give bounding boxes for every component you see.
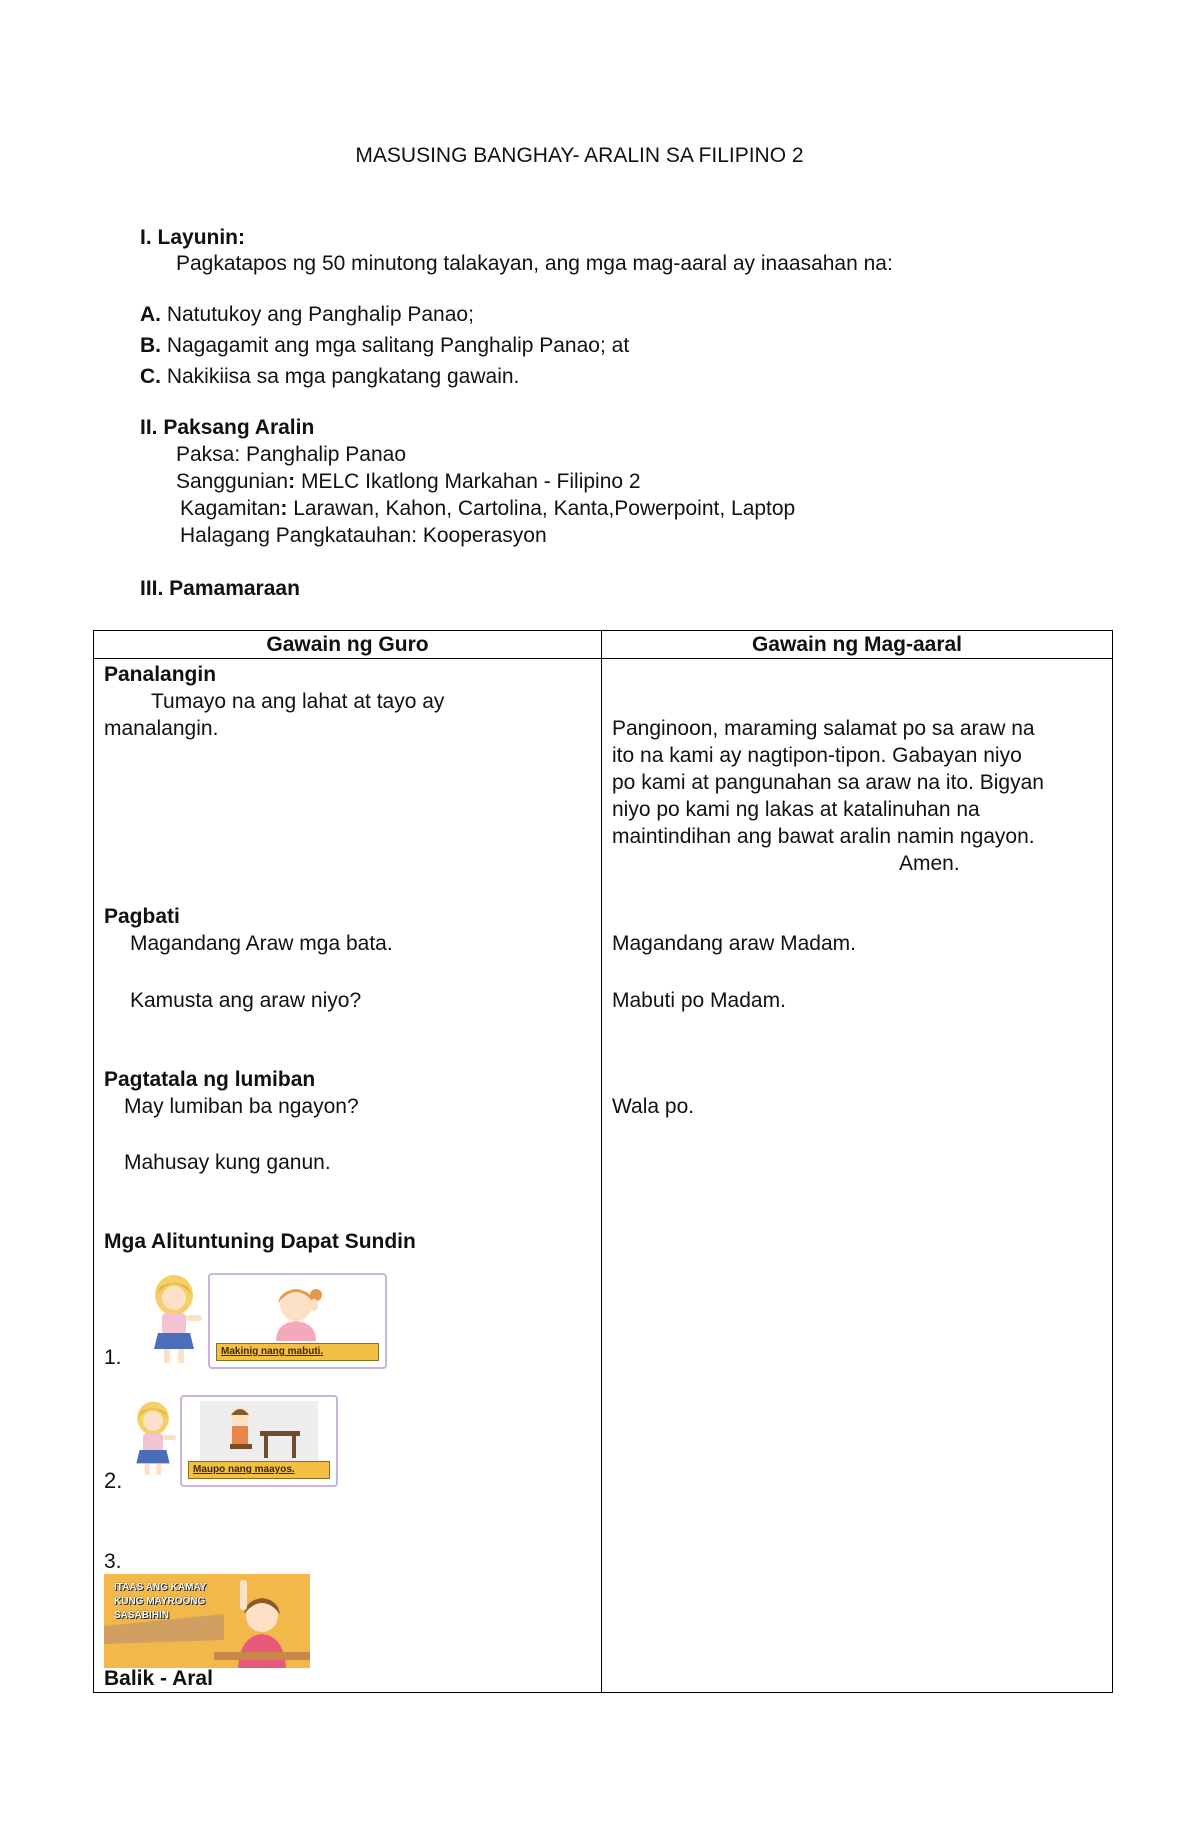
panalangin-aaral-line5: maintindihan ang bawat aralin namin ngayon. [612, 825, 1035, 848]
balik-aral-heading: Balik - Aral [104, 1667, 213, 1690]
sanggunian-label: Sanggunian [176, 470, 289, 493]
paksa-line: Paksa: Panghalip Panao [176, 443, 407, 466]
objective-text: Nagagamit ang mga salitang Panghalip Panao; at [161, 334, 630, 357]
objective-letter: A. [140, 303, 161, 326]
objective-text: Nakikiisa sa mga pangkatang gawain. [161, 365, 520, 388]
rule-2-card [180, 1395, 338, 1487]
panalangin-aaral-line4: niyo po kami ng lakas at katalinuhan na [612, 798, 980, 821]
kagamitan-value: Larawan, Kahon, Cartolina, Kanta,Powerpoint, Laptop [287, 497, 796, 520]
panalangin-aaral-line2: ito na kami ay nagtipon-tipon. Gabayan niyo [612, 744, 1022, 767]
panalangin-guro-line1: Tumayo na ang lahat at tayo ay [151, 690, 445, 713]
objective-b [140, 333, 629, 359]
pagbati-aaral-line2: Mabuti po Madam. [612, 989, 786, 1012]
kagamitan-label: Kagamitan [180, 497, 281, 520]
document-title: MASUSING BANGHAY- ARALIN SA FILIPINO 2 [355, 144, 804, 167]
rule-1-label: Makinig nang mabuti. [216, 1343, 379, 1361]
girl-pointing-icon [144, 1273, 204, 1369]
rule-1-number: 1. [104, 1346, 122, 1369]
kagamitan-line [180, 496, 795, 522]
pamamaraan-heading: III. Pamamaraan [140, 577, 300, 600]
layunin-heading: I. Layunin: [140, 226, 245, 249]
panalangin-heading: Panalangin [104, 663, 217, 686]
header-gawain-guro: Gawain ng Guro [266, 633, 429, 656]
sanggunian-colon: : [288, 470, 296, 493]
pagbati-guro-line1: Magandang Araw mga bata. [130, 932, 393, 955]
halagang-line: Halagang Pangkatauhan: Kooperasyon [180, 524, 547, 547]
rule-3-number: 3. [104, 1550, 122, 1573]
layunin-intro: Pagkatapos ng 50 minutong talakayan, ang mga mag-aaral ay inaasahan na: [176, 252, 893, 275]
objective-letter: B. [140, 334, 161, 357]
panalangin-guro-line2: manalangin. [104, 717, 219, 740]
objective-letter: C. [140, 365, 161, 388]
pagbati-guro-line2: Kamusta ang araw niyo? [130, 989, 362, 1012]
lumiban-guro-line2: Mahusay kung ganun. [124, 1151, 331, 1174]
rule-2-number: 2. [104, 1468, 123, 1493]
paksang-aralin-heading: II. Paksang Aralin [140, 416, 315, 439]
header-divider [94, 658, 1112, 659]
panalangin-amen: Amen. [899, 852, 960, 875]
column-divider [601, 631, 602, 1692]
panalangin-aaral-line1: Panginoon, maraming salamat po sa araw na [612, 717, 1035, 740]
rule-1-card [208, 1273, 387, 1369]
girl-pointing-icon [128, 1395, 178, 1485]
lumiban-guro-line1: May lumiban ba ngayon? [124, 1095, 359, 1118]
girl-listening-icon [260, 1281, 332, 1341]
rule-2-label: Maupo nang maayos. [188, 1461, 330, 1479]
header-gawain-mag-aaral: Gawain ng Mag-aaral [751, 633, 963, 656]
lumiban-aaral-line1: Wala po. [612, 1095, 695, 1118]
objective-c [140, 364, 519, 390]
objective-text: Natutukoy ang Panghalip Panao; [161, 303, 474, 326]
panalangin-aaral-line3: po kami at pangunahan sa araw na ito. Bigyan [612, 771, 1044, 794]
sanggunian-value: MELC Ikatlong Markahan - Filipino 2 [295, 470, 641, 493]
sanggunian-line [176, 469, 641, 495]
kagamitan-colon: : [280, 497, 288, 520]
pagbati-aaral-line1: Magandang araw Madam. [612, 932, 856, 955]
lesson-table [93, 630, 1113, 1693]
objective-a [140, 302, 474, 328]
child-seated-at-desk-icon [200, 1401, 318, 1461]
lumiban-heading: Pagtatala ng lumiban [104, 1068, 316, 1091]
rule-3-label: ITAAS ANG KAMAY KUNG MAYROONG SASABIHIN [114, 1582, 207, 1621]
rule-3-banner [104, 1574, 310, 1668]
alituntunin-heading: Mga Alituntuning Dapat Sundin [104, 1230, 416, 1253]
pagbati-heading: Pagbati [104, 905, 180, 928]
